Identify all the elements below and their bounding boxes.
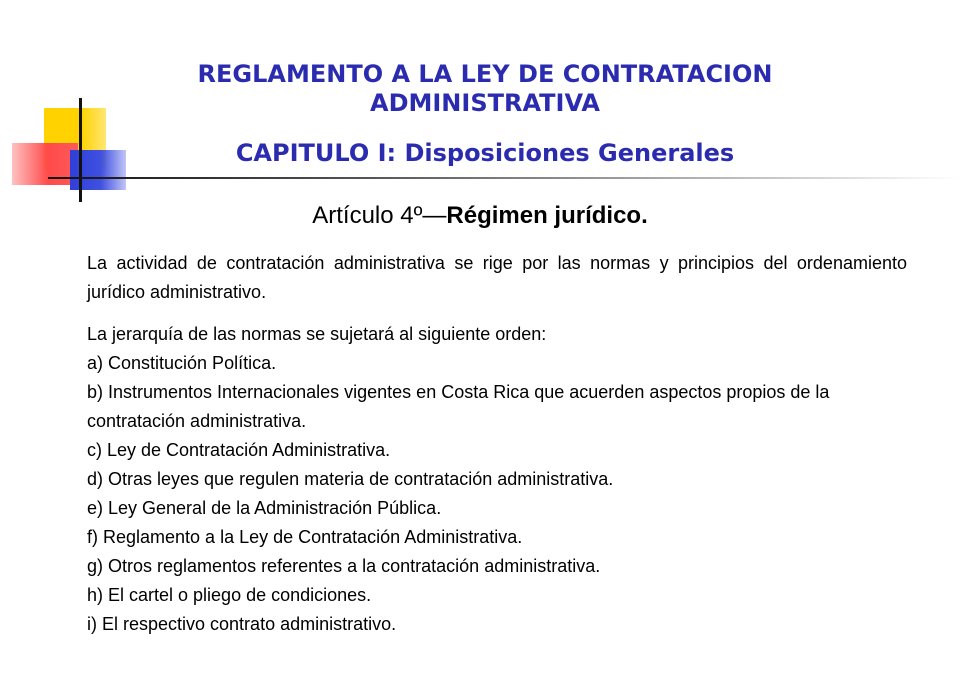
vertical-divider-line (79, 98, 82, 202)
list-item: h) El cartel o pliego de condiciones. (87, 585, 372, 605)
article-paragraph: La actividad de contratación administrativa se rige por las normas y principios del ordenamiento jurídico administrativo. (87, 253, 907, 302)
slide-subtitle: CAPITULO I: Disposiciones Generales (235, 139, 735, 167)
list-item: c) Ley de Contratación Administrativa. (87, 440, 391, 460)
slide-title: REGLAMENTO A LA LEY DE CONTRATACION ADMINISTRATIVA (197, 60, 773, 117)
list-item: i) El respectivo contrato administrativo. (87, 614, 397, 634)
list-item: g) Otros reglamentos referentes a la contratación administrativa. (87, 556, 601, 576)
list-item: f) Reglamento a la Ley de Contratación Administrativa. (87, 527, 523, 547)
list-item: a) Constitución Política. (87, 353, 277, 373)
hierarchy-intro: La jerarquía de las normas se sujetará al siguiente orden: (87, 324, 547, 344)
hierarchy-list (87, 320, 907, 639)
article-number: Artículo 4º— (312, 202, 447, 229)
article-heading (170, 200, 790, 232)
list-item: d) Otras leyes que regulen materia de contratación administrativa. (87, 469, 614, 489)
horizontal-divider-line (48, 177, 960, 179)
list-item: e) Ley General de la Administración Pública. (87, 498, 442, 518)
article-name: Régimen jurídico. (446, 202, 648, 229)
list-item: b) Instrumentos Internacionales vigentes en Costa Rica que acuerden aspectos propios de la contratación administrativa. (87, 382, 830, 431)
